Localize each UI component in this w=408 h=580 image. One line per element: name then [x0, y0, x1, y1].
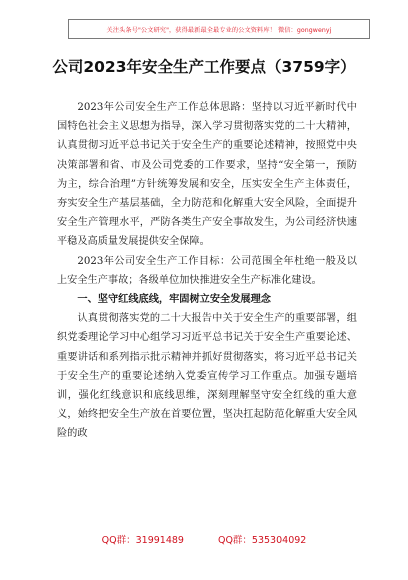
section-paragraph: 认真贯彻落实党的二十大报告中关于安全生产的重要部署，组织党委理论学习中心组学习习近平总书记关于安全生产重要论述、重要讲话和系列指示批示精神并抓好贯彻落实，将习近平总书记关于安全生产的重要论述纳入党委宣传学习工作重点。加强专题培训，强化红线意识和底线思维，深刻理解坚守安全红线的重大意义，始终把安全生产放在首要位置，坚决扛起防范化解重大安全风险的政 — [57, 313, 357, 440]
qq-group-left: QQ群：31991489 — [101, 535, 184, 546]
document-body — [57, 98, 357, 444]
page-title: 公司2023年安全生产工作要点（3759字） — [52, 58, 356, 76]
footer-contact — [0, 532, 408, 546]
paragraph-targets: 2023年公司安全生产工作目标：公司范围全年杜绝一般及以上安全生产事故；各级单位加快推进安全生产标准化建设。 — [57, 255, 357, 286]
paragraph-overall-approach: 2023年公司安全生产工作总体思路：坚持以习近平新时代中国特色社会主义思想为指导，深入学习贯彻落实党的二十大精神，认真贯彻习近平总书记关于安全生产的重要论述精神，按照党中央决策部署和省、市及公司党委的工作要求，坚持“安全第一，预防为主，综合治理”方针统筹发展和安全，压实安全生产主体责任，夯实安全生产基层基础，全力防范和化解重大安全风险，全面提升安全生产管理水平，严防各类生产安全事故发生，为公司经济快速平稳及高质量发展提供安全保障。 — [57, 102, 357, 248]
banner-text: 关注头条号"公文研究"，获得最新最全最专业的公文资料库！ 微信：gongwenyj — [106, 26, 332, 34]
qq-group-right: QQ群：535304092 — [217, 535, 307, 546]
section-heading: 一、坚守红线底线，牢固树立安全发展理念 — [77, 294, 271, 306]
header-banner — [68, 19, 370, 39]
